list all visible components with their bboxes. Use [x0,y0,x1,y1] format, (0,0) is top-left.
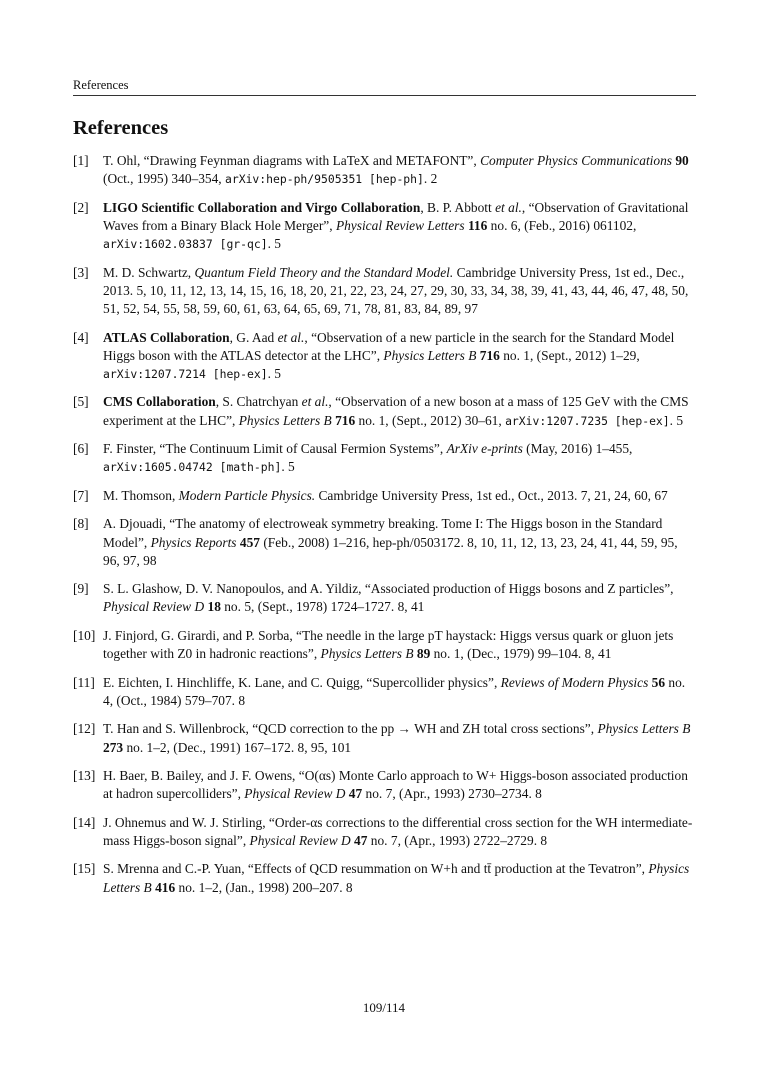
reference-item [73,515,696,570]
reference-segment: Cambridge University Press, 1st ed., Dec., 2013. 5, 10, 11, 12, 13, 14, 15, 16, 18, 20, 21, 22, 23, 24, 27, 29, 30, 33, 34, 38, 39, 41, 43, 44, 46, 47, 48, 50, 51, 52, 54, 55, 58, 59, 60, 61, 63, 64, 65, 69, 71, 78, 81, 83, 84, 89, 97 [103,264,689,317]
bold-text: 116 [467,217,488,233]
reference-text [103,860,696,896]
journal-or-title-italic: Physics Reports [150,534,237,550]
reference-number: [10] [73,627,96,643]
reference-text [103,767,696,803]
reference-item [73,329,696,384]
bold-text: 89 [416,646,431,662]
reference-number: [8] [73,516,89,532]
reference-segment: (May, 2016) 1–455, [522,441,633,457]
reference-text [103,440,696,476]
reference-segment: , “Observation of Gravitational Waves from a Binary Black Hole Merger”, [103,199,689,233]
reference-segment: J. Finjord, G. Girardi, and P. Sorba, “The needle in the large pT haystack: Higgs versus quark or gluon jets together with Z0 in hadronic reactions”, [103,627,674,662]
reference-segment: Cambridge University Press, 1st ed., Oct., 2013. 7, 21, 24, 60, 67 [315,487,668,503]
journal-or-title-italic: ArXiv e-prints [446,441,523,457]
reference-text [103,720,696,756]
reference-number: [9] [73,581,89,597]
reference-text [103,199,696,254]
reference-text [103,487,696,505]
reference-item [73,720,696,756]
reference-segment: no. 1–2, (Jan., 1998) 200–207. 8 [175,879,353,895]
reference-segment: no. 7, (Apr., 1993) 2722–2729. 8 [367,832,548,848]
reference-text [103,814,696,850]
reference-number: [1] [73,153,89,168]
reference-item [73,580,696,616]
reference-number: [5] [73,394,89,410]
reference-segment: S. Mrenna and C.-P. Yuan, “Effects of QCD resummation on W+h and tt̄ production at the Tevatron”, [103,861,649,877]
reference-segment: . 5 [281,459,295,475]
bold-text: 47 [348,786,363,802]
arxiv-identifier: arXiv:1602.03837 [gr-qc] [103,237,268,252]
reference-text [103,329,696,384]
reference-segment: S. L. Glashow, D. V. Nanopoulos, and A. Yildiz, “Associated production of Higgs bosons and Z particles”, [103,581,674,597]
running-head: References [73,78,129,92]
reference-text [103,674,696,710]
arxiv-identifier: arXiv:1207.7235 [hep-ex] [505,413,670,428]
reference-number: [6] [73,441,89,457]
journal-or-title-italic: Physics Letters B [320,646,414,662]
arxiv-identifier: arXiv:1605.04742 [math-ph] [103,460,282,475]
reference-number: [2] [73,199,89,215]
reference-segment: H. Baer, B. Bailey, and J. F. Owens, “O(αs) Monte Carlo approach to W+ Higgs-boson associated production at hadron supercolliders”, [103,768,688,802]
journal-or-title-italic: et al. [277,329,305,345]
journal-or-title-italic: Physics Letters B [383,347,477,363]
reference-segment: E. Eichten, I. Hinchliffe, K. Lane, and C. Quigg, “Supercollider physics”, [103,674,501,690]
reference-item [73,487,696,505]
reference-segment: F. Finster, “The Continuum Limit of Causal Fermion Systems”, [103,441,447,457]
reference-segment: . 5 [669,412,684,428]
reference-segment: , G. Aad [229,329,278,345]
bold-text: 47 [354,832,368,848]
reference-number: [3] [73,264,89,280]
reference-item [73,674,696,710]
reference-text [103,580,696,616]
bold-text: 457 [239,534,260,550]
reference-segment: M. Thomson, [103,487,179,503]
header-rule [73,95,696,96]
arxiv-identifier: arXiv:hep-ph/9505351 [hep-ph] [225,172,424,187]
reference-number: [11] [73,674,95,690]
reference-item [73,627,696,663]
reference-segment: no. 5, (Sept., 1978) 1724–1727. 8, 41 [220,599,425,615]
reference-segment: , B. P. Abbott [420,199,496,215]
bold-text: 273 [103,739,124,755]
reference-list [73,152,696,907]
reference-segment: , “Observation of a new boson at a mass of 125 GeV with the CMS experiment at the LHC”, [103,394,689,428]
reference-number: [15] [73,861,96,877]
journal-or-title-italic: et al. [495,199,522,215]
journal-or-title-italic: Physical Review D [249,832,351,848]
reference-segment: T. Han and S. Willenbrock, “QCD correction to the pp → WH and ZH total cross sections”, [103,721,598,737]
reference-segment: no. 1, (Sept., 2012) 1–29, [499,347,640,363]
section-title: References [73,117,169,139]
reference-item [73,264,696,319]
journal-or-title-italic: Physical Review Letters [335,217,465,233]
bold-text: 416 [155,879,176,895]
bold-text: LIGO Scientific Collaboration and Virgo Collaboration [103,199,421,215]
journal-or-title-italic: Modern Particle Physics. [178,487,316,503]
journal-or-title-italic: Reviews of Modern Physics [500,674,649,690]
reference-number: [7] [73,487,89,503]
reference-segment: . 5 [267,365,281,381]
bold-text: 716 [479,347,500,363]
reference-number: [13] [73,768,96,784]
reference-segment: , S. Chatrchyan [215,394,302,410]
reference-segment: . 5 [267,236,281,252]
journal-or-title-italic: Physics Letters B [238,412,332,428]
journal-or-title-italic: Quantum Field Theory and the Standard Model. [194,264,454,280]
bold-text: 716 [335,412,356,428]
reference-segment: no. 7, (Apr., 1993) 2730–2734. 8 [362,786,542,802]
journal-or-title-italic: Computer Physics Communications [480,153,672,168]
reference-segment: , “Observation of a new particle in the search for the Standard Model Higgs boson with the ATLAS detector at the LHC”, [103,329,675,363]
reference-segment: no. 1, (Dec., 1979) 99–104. 8, 41 [430,646,612,662]
arxiv-identifier: arXiv:1207.7214 [hep-ex] [103,366,268,381]
bold-text: 56 [651,674,666,690]
reference-text [103,264,696,319]
bold-text: 18 [207,599,221,615]
reference-text [103,152,696,188]
reference-segment: (Oct., 1995) 340–354, [103,171,225,187]
reference-item [73,860,696,896]
bold-text: ATLAS Collaboration [103,329,230,345]
journal-or-title-italic: Physical Review D [244,786,346,802]
reference-text [103,393,696,429]
journal-or-title-italic: et al. [301,394,329,410]
reference-item [73,440,696,476]
bold-text: 90 [675,153,689,168]
reference-item [73,152,696,188]
reference-item [73,393,696,429]
reference-segment: J. Ohnemus and W. J. Stirling, “Order-αs corrections to the differential cross section for the WH intermediate-mass Higgs-boson signal”, [103,814,693,848]
reference-segment: T. Ohl, “Drawing Feynman diagrams with LaTeX and METAFONT”, [103,153,481,168]
reference-segment: no. 6, (Feb., 2016) 061102, [487,217,637,233]
bold-text: CMS Collaboration [103,394,216,410]
reference-number: [12] [73,721,96,737]
reference-text [103,515,696,570]
reference-segment: M. D. Schwartz, [103,264,195,280]
journal-or-title-italic: Physics Letters B [103,861,690,895]
journal-or-title-italic: Physics Letters B [597,721,691,737]
reference-item [73,199,696,254]
reference-segment: no. 1, (Sept., 2012) 30–61, [355,412,506,428]
reference-item [73,814,696,850]
reference-segment: A. Djouadi, “The anatomy of electroweak symmetry breaking. Tome I: The Higgs boson in the Standard Model”, [103,516,663,550]
reference-segment: no. 4, (Oct., 1984) 579–707. 8 [103,674,686,708]
journal-or-title-italic: Physical Review D [103,599,205,615]
reference-segment: . 2 [423,171,438,187]
reference-number: [14] [73,814,96,830]
reference-item [73,767,696,803]
reference-number: [4] [73,329,89,345]
reference-segment: (Feb., 2008) 1–216, hep-ph/0503172. 8, 10, 11, 12, 13, 23, 24, 41, 44, 59, 95, 96, 97, 98 [103,534,678,568]
reference-text [103,627,696,663]
page-number: 109/114 [362,1000,406,1015]
reference-segment: no. 1–2, (Dec., 1991) 167–172. 8, 95, 101 [123,739,352,755]
